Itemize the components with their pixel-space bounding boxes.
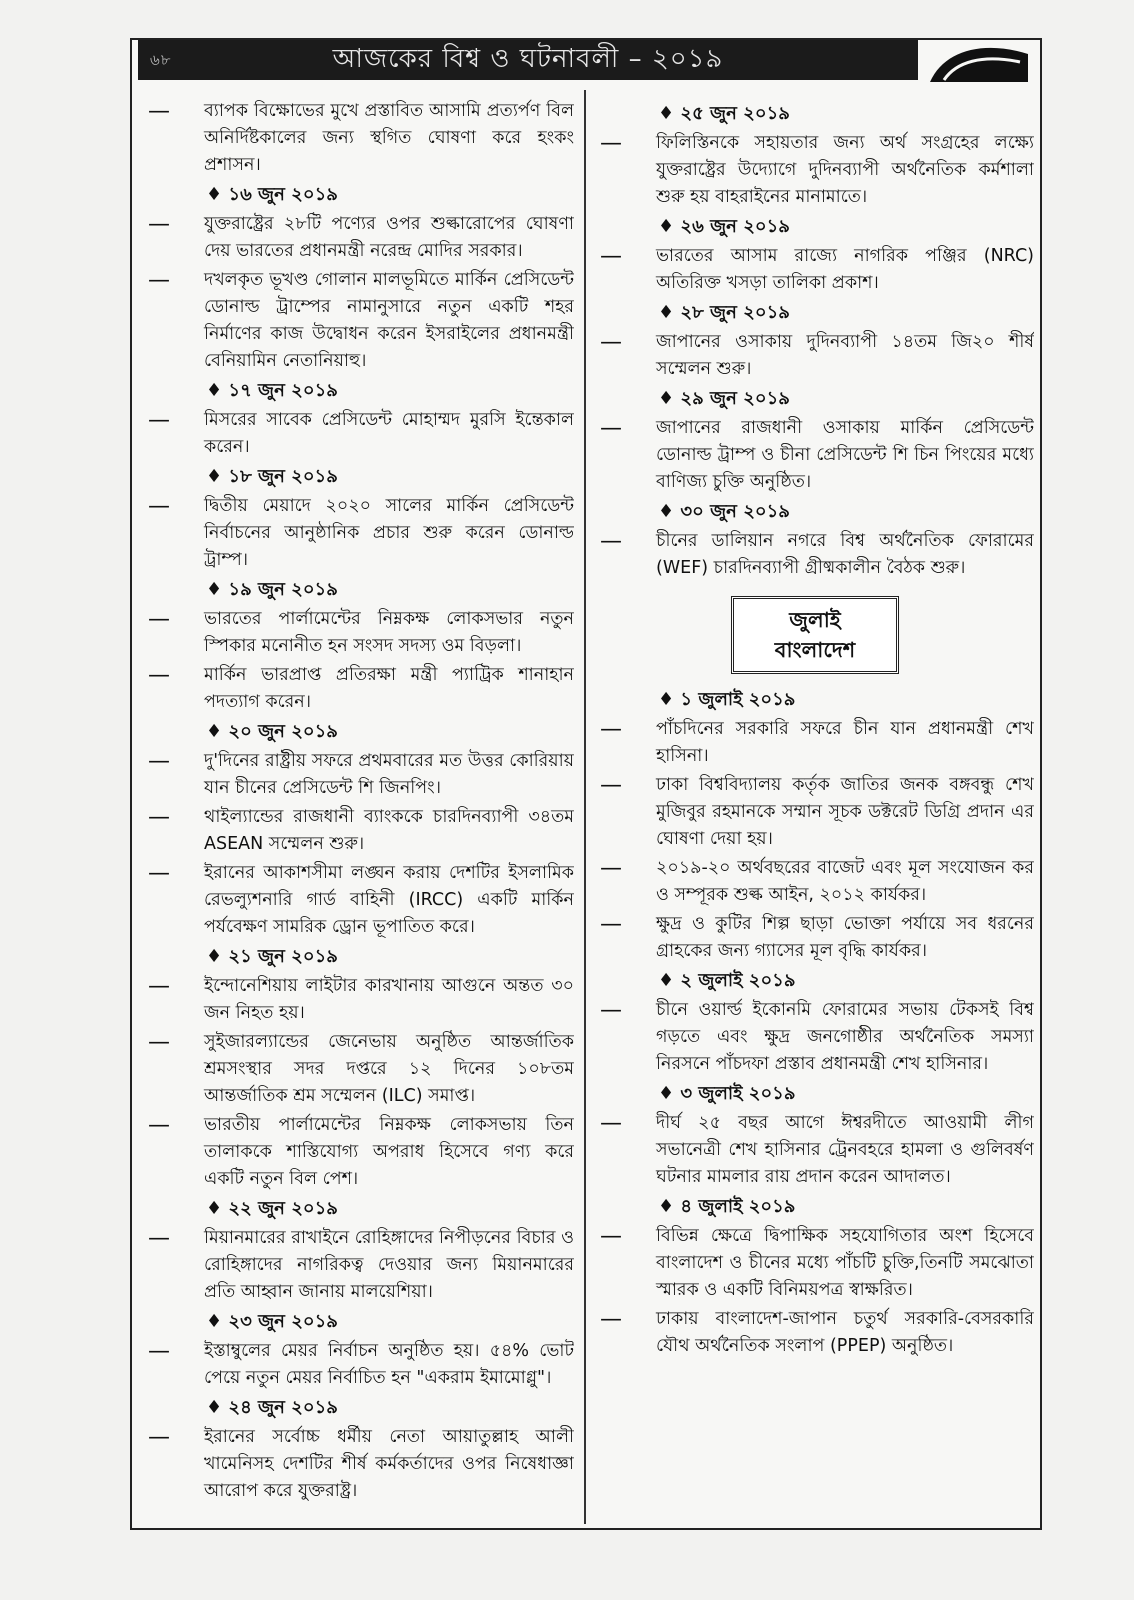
event-item <box>596 855 1034 909</box>
dash-marker: — <box>148 268 170 293</box>
date-heading: ♦ ২৪ জুন ২০১৯ <box>206 1397 338 1418</box>
event-text: দু'দিনের রাষ্ট্রীয় সফরে প্রথমবারের মত উত্তর কোরিয়ায় যান চীনের প্রেসিডেন্ট শি জিনপিং। <box>204 751 574 798</box>
date-heading: ♦ ২৬ জুন ২০১৯ <box>658 216 790 237</box>
event-item <box>144 407 574 461</box>
event-text: ২০১৯-২০ অর্থবছরের বাজেট এবং মূল সংযোজন কর ও সম্পূরক শুল্ক আইন, ২০১২ কার্যকর। <box>656 858 1034 905</box>
event-item <box>144 1338 574 1392</box>
publisher-logo-icon <box>924 40 1034 86</box>
event-text: ঢাকায় বাংলাদেশ-জাপান চতুর্থ সরকারি-বেসরকারি যৌথ অর্থনৈতিক সংলাপ (PPEP) অনুষ্ঠিত। <box>656 1309 1034 1356</box>
date-heading: ♦ ২০ জুন ২০১৯ <box>206 721 338 742</box>
header-title: আজকের বিশ্ব ও ঘটনাবলী – ২০১৯ <box>332 44 724 74</box>
event-text: পাঁচদিনের সরকারি সফরে চীন যান প্রধানমন্ত্রী শেখ হাসিনা। <box>656 719 1034 766</box>
event-item <box>596 1306 1034 1360</box>
section-month: জুলাই <box>789 608 841 632</box>
dash-marker: — <box>148 1339 170 1364</box>
right-column <box>596 98 1034 1524</box>
event-text: দ্বিতীয় মেয়াদে ২০২০ সালের মার্কিন প্রেসিডেন্ট নির্বাচনের আনুষ্ঠানিক প্রচার শুরু করেন ডোনাল্ড ট্রাম্প। <box>204 496 574 570</box>
event-text: ইরানের সর্বোচ্চ ধর্মীয় নেতা আয়াতুল্লাহ আলী খামেনিসহ দেশটির শীর্ষ কর্মকর্তাদের ওপর নিষেধাজ্ঞা আরোপ করে যুক্তরাষ্ট্র। <box>204 1427 574 1501</box>
event-item <box>596 528 1034 582</box>
section-box <box>731 596 899 674</box>
event-text: ভারতীয় পার্লামেন্টের নিম্নকক্ষ লোকসভায় তিন তালাককে শাস্তিযোগ্য অপরাধ হিসেবে গণ্য করে একটি নতুন বিল পেশ। <box>204 1115 574 1189</box>
date-heading: ♦ ১৬ জুন ২০১৯ <box>206 184 338 205</box>
event-text: ইন্দোনেশিয়ায় লাইটার কারখানায় আগুনে অন্তত ৩০ জন নিহত হয়। <box>204 976 574 1023</box>
dash-marker: — <box>148 861 170 886</box>
event-text: ভারতের পার্লামেন্টের নিম্নকক্ষ লোকসভার নতুন স্পিকার মনোনীত হন সংসদ সদস্য ওম বিড়লা। <box>204 609 574 656</box>
date-heading: ♦ ২৩ জুন ২০১৯ <box>206 1311 338 1332</box>
dash-marker: — <box>148 663 170 688</box>
event-text: ইস্তাম্বুলের মেয়র নির্বাচন অনুষ্ঠিত হয়। ৫৪% ভোট পেয়ে নতুন মেয়র নির্বাচিত হন "একরাম ইমামোগ্লু"। <box>204 1341 574 1388</box>
event-text: ভারতের আসাম রাজ্যে নাগরিক পঞ্জির (NRC) অতিরিক্ত খসড়া তালিকা প্রকাশ। <box>656 246 1034 293</box>
event-text: সুইজারল্যান্ডের জেনেভায় অনুষ্ঠিত আন্তর্জাতিক শ্রমসংস্থার সদর দপ্তরে ১২ দিনের ১০৮তম আন্তর্জাতিক শ্রম সম্মেলন (ILC) সমাপ্ত। <box>204 1032 574 1106</box>
date-heading: ♦ ২২ জুন ২০১৯ <box>206 1198 338 1219</box>
date-heading: ♦ ২৫ জুন ২০১৯ <box>658 103 790 124</box>
event-item <box>144 860 574 941</box>
event-item <box>596 329 1034 383</box>
event-text: দীর্ঘ ২৫ বছর আগে ঈশ্বরদীতে আওয়ামী লীগ সভানেত্রী শেখ হাসিনার ট্রেনবহরে হামলা ও গুলিবর্ষণ ঘটনার মামলার রায় প্রদান করেন আদালত। <box>656 1113 1034 1187</box>
date-heading: ♦ ২ জুলাই ২০১৯ <box>658 970 796 991</box>
dash-marker: — <box>148 974 170 999</box>
date-heading: ♦ ৩ জুলাই ২০১৯ <box>658 1083 796 1104</box>
event-item <box>596 243 1034 297</box>
dash-marker: — <box>600 416 622 441</box>
dash-marker: — <box>600 330 622 355</box>
event-item <box>144 1225 574 1306</box>
dash-marker: — <box>148 749 170 774</box>
dash-marker: — <box>148 1226 170 1251</box>
dash-marker: — <box>600 1307 622 1332</box>
page-header <box>138 40 918 80</box>
event-item <box>144 493 574 574</box>
dash-marker: — <box>148 212 170 237</box>
dash-marker: — <box>148 805 170 830</box>
event-text: মিসরের সাবেক প্রেসিডেন্ট মোহাম্মদ মুরসি ইন্তেকাল করেন। <box>204 410 574 457</box>
date-heading: ♦ ২১ জুন ২০১৯ <box>206 946 338 967</box>
dash-marker: — <box>600 1224 622 1249</box>
event-item <box>144 748 574 802</box>
event-item <box>596 997 1034 1078</box>
dash-marker: — <box>148 1030 170 1055</box>
event-text: চীনের ডালিয়ান নগরে বিশ্ব অর্থনৈতিক ফোরামের (WEF) চারদিনব্যাপী গ্রীষ্মকালীন বৈঠক শুরু। <box>656 531 1034 578</box>
event-item <box>596 1223 1034 1304</box>
date-heading: ♦ ১৭ জুন ২০১৯ <box>206 380 338 401</box>
book-page <box>130 38 1042 1530</box>
dash-marker: — <box>600 998 622 1023</box>
date-heading: ♦ ৩০ জুন ২০১৯ <box>658 501 790 522</box>
event-item <box>596 415 1034 496</box>
event-text: দখলকৃত ভূখণ্ড গোলান মালভূমিতে মার্কিন প্রেসিডেন্ট ডোনাল্ড ট্রাম্পের নামানুসারে নতুন একটি শহর নির্মাণের কাজ উদ্বোধন করেন ইসরাইলের প্রধানমন্ত্রী বেনিয়ামিন নেতানিয়াহু। <box>204 270 574 371</box>
dash-marker: — <box>600 244 622 269</box>
dash-marker: — <box>148 494 170 519</box>
event-text: ব্যাপক বিক্ষোভের মুখে প্রস্তাবিত আসামি প্রত্যর্পণ বিল অনির্দিষ্টকালের জন্য স্থগিত ঘোষণা করে হংকং প্রশাসন। <box>204 101 574 175</box>
event-text: থাইল্যান্ডের রাজধানী ব্যাংককে চারদিনব্যাপী ৩৪তম ASEAN সম্মেলন শুরু। <box>204 807 574 854</box>
event-item <box>596 772 1034 853</box>
event-item <box>144 606 574 660</box>
column-divider <box>584 90 586 1524</box>
event-text: বিভিন্ন ক্ষেত্রে দ্বিপাক্ষিক সহযোগিতার অংশ হিসেবে বাংলাদেশ ও চীনের মধ্যে পাঁচটি চুক্তি,তিনটি সমঝোতা স্মারক ও একটি বিনিময়পত্র স্বাক্ষরিত। <box>656 1226 1034 1300</box>
dash-marker: — <box>148 408 170 433</box>
event-text: ইরানের আকাশসীমা লঙ্ঘন করায় দেশটির ইসলামিক রেভল্যুশনারি গার্ড বাহিনী (IRCC) একটি মার্কিন পর্যবেক্ষণ সামরিক ড্রোন ভূপাতিত করে। <box>204 863 574 937</box>
dash-marker: — <box>600 773 622 798</box>
event-text: মার্কিন ভারপ্রাপ্ত প্রতিরক্ষা মন্ত্রী প্যাট্রিক শানাহান পদত্যাগ করেন। <box>204 665 574 712</box>
event-item <box>596 716 1034 770</box>
event-text: ক্ষুদ্র ও কুটির শিল্প ছাড়া ভোক্তা পর্যায়ে সব ধরনের গ্রাহকের জন্য গ্যাসের মূল বৃদ্ধি কার্যকর। <box>656 914 1034 961</box>
dash-marker: — <box>148 1113 170 1138</box>
event-text: ফিলিস্তিনকে সহায়তার জন্য অর্থ সংগ্রহের লক্ষ্যে যুক্তরাষ্ট্রের উদ্যোগে দুদিনব্যাপী অর্থনৈতিক কর্মশালা শুরু হয় বাহরাইনের মানামাতে। <box>656 133 1034 207</box>
event-item <box>144 1029 574 1110</box>
date-heading: ♦ ২৯ জুন ২০১৯ <box>658 388 790 409</box>
event-item <box>144 973 574 1027</box>
dash-marker: — <box>148 1425 170 1450</box>
dash-marker: — <box>600 131 622 156</box>
section-country: বাংলাদেশ <box>774 638 856 662</box>
event-item <box>596 1110 1034 1191</box>
event-item <box>596 911 1034 965</box>
event-item <box>596 130 1034 211</box>
event-text: যুক্তরাষ্ট্রের ২৮টি পণ্যের ওপর শুল্কারোপের ঘোষণা দেয় ভারতের প্রধানমন্ত্রী নরেন্দ্র মোদির সরকার। <box>204 214 574 261</box>
dash-marker: — <box>600 717 622 742</box>
date-heading: ♦ ১৯ জুন ২০১৯ <box>206 579 338 600</box>
event-item <box>144 267 574 375</box>
dash-marker: — <box>148 99 170 124</box>
date-heading: ♦ ২৮ জুন ২০১৯ <box>658 302 790 323</box>
event-item <box>144 211 574 265</box>
date-heading: ♦ ১৮ জুন ২০১৯ <box>206 466 338 487</box>
event-text: মিয়ানমারের রাখাইনে রোহিঙ্গাদের নিপীড়নের বিচার ও রোহিঙ্গাদের নাগরিকত্ব দেওয়ার জন্য মিয়ানমারের প্রতি আহ্বান জানায় মালয়েশিয়া। <box>204 1228 574 1302</box>
dash-marker: — <box>600 529 622 554</box>
event-item <box>144 1424 574 1505</box>
event-item <box>144 662 574 716</box>
dash-marker: — <box>148 607 170 632</box>
event-item <box>144 1112 574 1193</box>
event-text: জাপানের ওসাকায় দুদিনব্যাপী ১৪তম জি২০ শীর্ষ সম্মেলন শুরু। <box>656 332 1034 379</box>
dash-marker: — <box>600 1111 622 1136</box>
event-text: ঢাকা বিশ্ববিদ্যালয় কর্তৃক জাতির জনক বঙ্গবন্ধু শেখ মুজিবুর রহমানকে সম্মান সূচক ডক্টরেট ডিগ্রি প্রদান এর ঘোষণা দেয়া হয়। <box>656 775 1034 849</box>
event-text: চীনে ওয়ার্ল্ড ইকোনমি ফোরামের সভায় টেকসই বিশ্ব গড়তে এবং ক্ষুদ্র জনগোষ্ঠীর অর্থনৈতিক সমস্যা নিরসনে পাঁচদফা প্রস্তাব প্রধানমন্ত্রী শেখ হাসিনার। <box>656 1000 1034 1074</box>
event-item <box>144 98 574 179</box>
date-heading: ♦ ১ জুলাই ২০১৯ <box>658 689 796 710</box>
dash-marker: — <box>600 856 622 881</box>
left-column <box>144 98 574 1524</box>
event-item <box>144 804 574 858</box>
dash-marker: — <box>600 912 622 937</box>
event-text: জাপানের রাজধানী ওসাকায় মার্কিন প্রেসিডেন্ট ডোনাল্ড ট্রাম্প ও চীনা প্রেসিডেন্ট শি চিন পিংয়ের মধ্যে বাণিজ্য চুক্তি অনুষ্ঠিত। <box>656 418 1034 492</box>
page-number: ৬৮ <box>150 51 172 69</box>
date-heading: ♦ ৪ জুলাই ২০১৯ <box>658 1196 796 1217</box>
